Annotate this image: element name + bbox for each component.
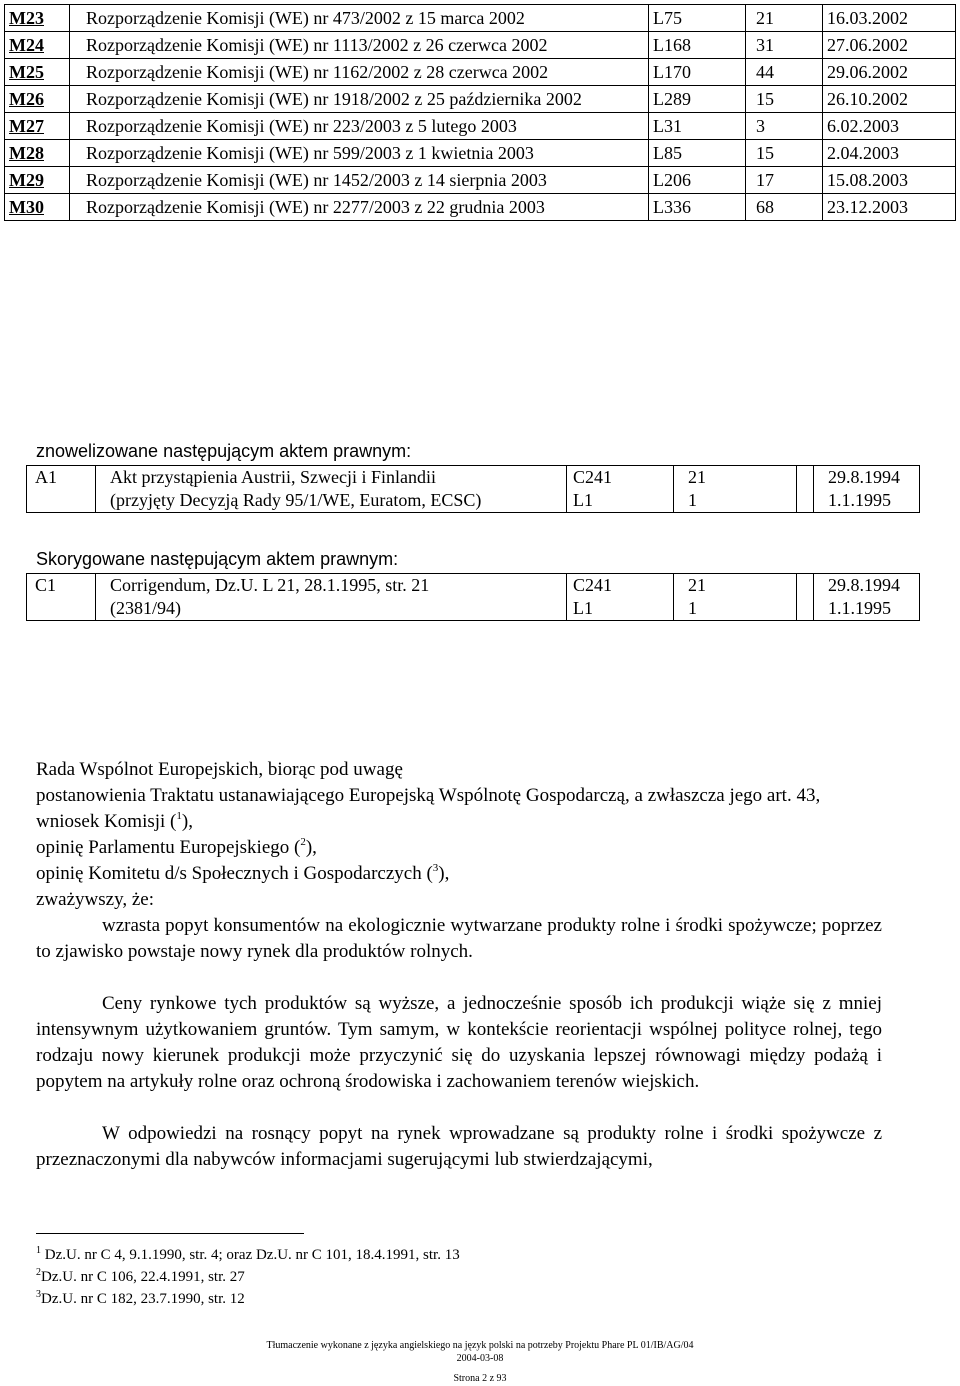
amendment-page: 15 <box>746 86 823 113</box>
corrigendum-date-1: 29.8.1994 <box>828 575 900 595</box>
corrigendum-title <box>96 574 567 621</box>
preamble-treaty: postanowienia Traktatu ustanawiającego Europejską Wspólnotę Gospodarczą, a zwłaszcza jego art. 43, <box>36 785 821 806</box>
amended-heading: znowelizowane następującym aktem prawnym: <box>36 441 412 461</box>
amendment-title: Rozporządzenie Komisji (WE) nr 2277/2003 z 22 grudnia 2003 <box>70 194 649 221</box>
corrigendum-page-1: 21 <box>688 575 706 595</box>
amendment-date: 23.12.2003 <box>823 194 956 221</box>
amendment-page: 15 <box>746 140 823 167</box>
act-title <box>96 466 567 513</box>
act-page-2: 1 <box>688 490 697 510</box>
amendment-page: 31 <box>746 32 823 59</box>
amendment-row <box>5 194 956 221</box>
act-title-line2: (przyjęty Decyzją Rady 95/1/WE, Euratom, ECSC) <box>110 490 482 510</box>
act-page-1: 21 <box>688 467 706 487</box>
footnote-separator <box>36 1233 304 1234</box>
act-table <box>26 465 920 513</box>
amendment-date: 6.02.2003 <box>823 113 956 140</box>
amendment-code: M29 <box>5 167 70 194</box>
amendment-code: M30 <box>5 194 70 221</box>
amendment-page: 3 <box>746 113 823 140</box>
amendment-row <box>5 167 956 194</box>
amendment-code: M24 <box>5 32 70 59</box>
preamble <box>36 757 882 1173</box>
footnote-1: $^1$ Dz.U. nr C 4, 9.1.1990, str. 4; oraz Dz.U. nr C 101, 18.4.1991, str. 13 <box>36 1245 460 1263</box>
act-oj-1: C241 <box>573 467 613 487</box>
amendment-row <box>5 140 956 167</box>
amendment-row <box>5 113 956 140</box>
footer-page-number: Strona 2 z 93 <box>453 1373 507 1384</box>
footer-date: 2004-03-08 <box>456 1353 504 1364</box>
amendment-page: 21 <box>746 5 823 32</box>
amendment-title: Rozporządzenie Komisji (WE) nr 473/2002 z 15 marca 2002 <box>70 5 649 32</box>
corrigendum-title-line2: (2381/94) <box>110 598 181 618</box>
corrigendum-oj-1: C241 <box>573 575 613 595</box>
preamble-intro: Rada Wspólnot Europejskich, biorąc pod uwagę <box>36 759 403 780</box>
act-title-line1: Akt przystąpienia Austrii, Szwecji i Finlandii <box>110 467 436 487</box>
corrigendum-table <box>26 573 920 621</box>
amendment-row <box>5 5 956 32</box>
act-row <box>27 466 920 513</box>
corrigendum-title-line1: Corrigendum, Dz.U. L 21, 28.1.1995, str. 21 <box>110 575 430 595</box>
act-date-2: 1.1.1995 <box>828 490 891 510</box>
corrigendum-row <box>27 574 920 621</box>
amendment-oj: L75 <box>649 5 746 32</box>
footnote-3: $^3$Dz.U. nr C 182, 23.7.1990, str. 12 <box>36 1289 245 1307</box>
amendment-oj: L31 <box>649 113 746 140</box>
amendment-date: 27.06.2002 <box>823 32 956 59</box>
act-date-1: 29.8.1994 <box>828 467 900 487</box>
corrigendum-page-2: 1 <box>688 598 697 618</box>
amendment-oj: L206 <box>649 167 746 194</box>
act-code: A1 <box>27 466 96 513</box>
corrigendum-code: C1 <box>27 574 96 621</box>
recital-3: W odpowiedzi na rosnący popyt na rynek wprowadzane są produkty rolne i środki spożywcze z przeznaczonymi dla nabywców informacjami sugerującymi lub stwierdzającymi, <box>36 1123 882 1170</box>
preamble-committee-opinion: opinię Komitetu d/s Społecznych i Gospodarczych ($^3$), <box>36 862 450 884</box>
amendment-oj: L336 <box>649 194 746 221</box>
amendment-page: 44 <box>746 59 823 86</box>
amendment-date: 29.06.2002 <box>823 59 956 86</box>
preamble-commission-proposal: wniosek Komisji ($^1$), <box>36 810 193 832</box>
corrigendum-oj-2: L1 <box>573 598 593 618</box>
recital-1: wzrasta popyt konsumentów na ekologicznie wytwarzane produkty rolne i środki spożywcze; poprzez to zjawisko powstaje nowy rynek dla produktów rolnych. <box>36 915 882 962</box>
amendment-code: M25 <box>5 59 70 86</box>
act-oj-2: L1 <box>573 490 593 510</box>
corrected-heading: Skorygowane następującym aktem prawnym: <box>36 549 399 569</box>
amendment-page: 17 <box>746 167 823 194</box>
amendment-date: 16.03.2002 <box>823 5 956 32</box>
amendment-title: Rozporządzenie Komisji (WE) nr 223/2003 z 5 lutego 2003 <box>70 113 649 140</box>
amendment-code: M23 <box>5 5 70 32</box>
amendment-code: M27 <box>5 113 70 140</box>
preamble-whereas: zważywszy, że: <box>36 889 154 910</box>
corrigendum-oj <box>567 574 674 621</box>
amendment-title: Rozporządzenie Komisji (WE) nr 1113/2002 z 26 czerwca 2002 <box>70 32 649 59</box>
recital-2: Ceny rynkowe tych produktów są wyższe, a jednocześnie sposób ich produkcji wiąże się z mniej intensywnym użytkowaniem gruntów. Tym samym, w kontekście reorientacji wspólnej polityce rolnej, tego rodzaju nowy kierunek produkcji może przyczynić się do uzyskania lepszej równowagi między podażą i popytem na artykuły rolne oraz ochroną środowiska i zachowaniem terenów wiejskich. <box>36 993 882 1092</box>
act-date <box>814 466 920 513</box>
act-spacer <box>797 466 814 513</box>
footer-translation-note: Tłumaczenie wykonane z języka angielskiego na język polski na potrzeby Projektu Phare PL 01/IB/AG/04 <box>266 1340 694 1351</box>
amendment-oj: L168 <box>649 32 746 59</box>
corrigendum-date <box>814 574 920 621</box>
amendment-page: 68 <box>746 194 823 221</box>
amendment-oj: L289 <box>649 86 746 113</box>
amendment-row <box>5 32 956 59</box>
amendment-title: Rozporządzenie Komisji (WE) nr 1452/2003 z 14 sierpnia 2003 <box>70 167 649 194</box>
amendment-date: 26.10.2002 <box>823 86 956 113</box>
amendment-row <box>5 86 956 113</box>
amendment-date: 15.08.2003 <box>823 167 956 194</box>
amendment-oj: L85 <box>649 140 746 167</box>
corrigendum-spacer <box>797 574 814 621</box>
amendment-row <box>5 59 956 86</box>
amendment-date: 2.04.2003 <box>823 140 956 167</box>
act-oj <box>567 466 674 513</box>
amendment-oj: L170 <box>649 59 746 86</box>
corrigendum-date-2: 1.1.1995 <box>828 598 891 618</box>
amendment-title: Rozporządzenie Komisji (WE) nr 1162/2002 z 28 czerwca 2002 <box>70 59 649 86</box>
act-page <box>674 466 797 513</box>
amendments-table <box>4 4 956 221</box>
amendment-code: M26 <box>5 86 70 113</box>
corrigendum-page <box>674 574 797 621</box>
preamble-parliament-opinion: opinię Parlamentu Europejskiego ($^2$), <box>36 836 317 858</box>
footnote-2: $^2$Dz.U. nr C 106, 22.4.1991, str. 27 <box>36 1267 245 1285</box>
amendment-title: Rozporządzenie Komisji (WE) nr 599/2003 z 1 kwietnia 2003 <box>70 140 649 167</box>
amendment-title: Rozporządzenie Komisji (WE) nr 1918/2002 z 25 października 2002 <box>70 86 649 113</box>
amendment-code: M28 <box>5 140 70 167</box>
